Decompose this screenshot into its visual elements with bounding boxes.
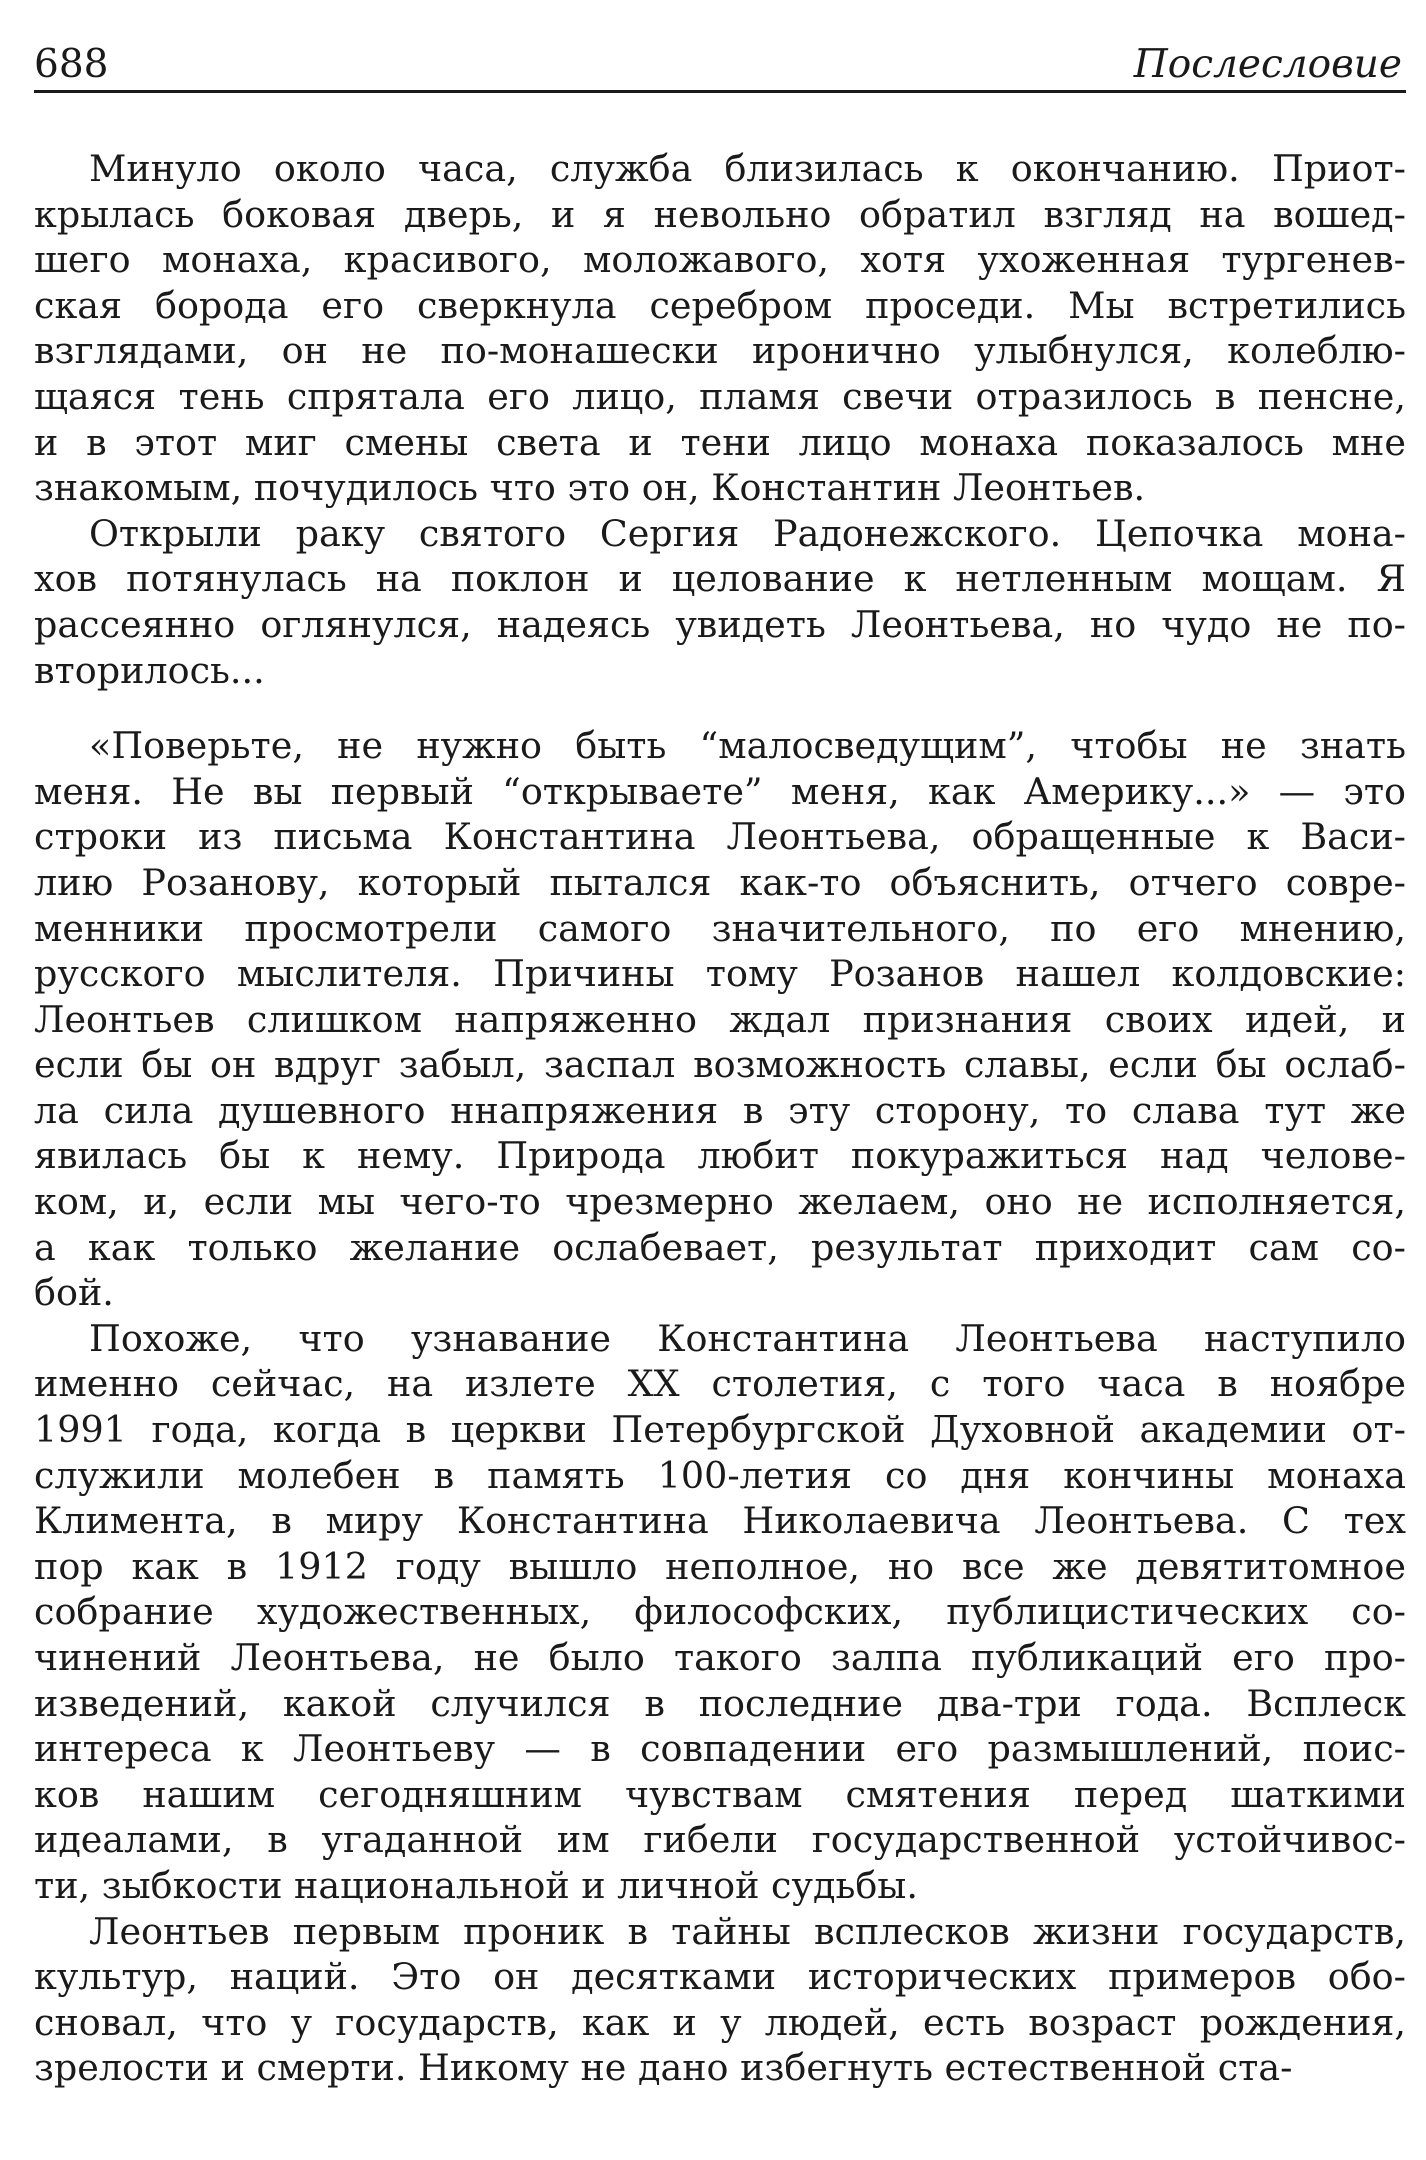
text-line: если бы он вдруг забыл, заспал возможность славы, если бы ослаб- xyxy=(34,1043,1406,1087)
text-line: изведений, какой случился в последние два-три года. Всплеск xyxy=(34,1681,1406,1725)
text-line: именно сейчас, на излете XX столетия, с того часа в ноябре xyxy=(34,1362,1406,1406)
page-header xyxy=(34,40,1406,93)
text-line: Леонтьев слишком напряженно ждал признания своих идей, и xyxy=(34,997,1406,1041)
text-line: лию Розанову, который пытался как-то объяснить, отчего совре- xyxy=(34,860,1406,904)
text-line: строки из письма Константина Леонтьева, обращенные к Васи- xyxy=(34,815,1406,859)
text-line: культур, наций. Это он десятками исторических примеров обо- xyxy=(34,1955,1406,1999)
text-line: бой. xyxy=(34,1271,114,1315)
paragraph xyxy=(34,511,1406,693)
text-line: интереса к Леонтьеву — в совпадении его размышлений, поис- xyxy=(34,1727,1406,1771)
text-line: идеалами, в угаданной им гибели государственной устойчивос- xyxy=(34,1818,1406,1862)
text-line: зрелости и смерти. Никому не дано избегнуть естественной ста- xyxy=(34,2046,1293,2090)
text-line: Леонтьев первым проник в тайны всплесков жизни государств, xyxy=(89,1909,1406,1953)
text-line: ская борода его сверкнула серебром проседи. Мы встретились xyxy=(34,283,1406,327)
text-line: взглядами, он не по-монашески иронично улыбнулся, колеблю- xyxy=(34,329,1406,373)
page-number: 688 xyxy=(34,42,109,87)
text-line: щаяся тень спрятала его лицо, пламя свечи отразилось в пенсне, xyxy=(34,374,1406,418)
text-line: служили молебен в память 100-летия со дня кончины монаха xyxy=(34,1453,1406,1497)
text-line: меня. Не вы первый “открываете” меня, как Америку...» — это xyxy=(34,769,1406,813)
text-line: а как только желание ослабевает, результат приходит сам со- xyxy=(34,1225,1406,1269)
paragraph xyxy=(34,1316,1406,1909)
text-line: Открыли раку святого Сергия Радонежского. Цепочка мона- xyxy=(89,511,1406,555)
text-line: ком, и, если мы чего-то чрезмерно желаем, оно не исполняется, xyxy=(34,1180,1406,1224)
text-line: хов потянулась на поклон и целование к нетленным мощам. Я xyxy=(34,557,1406,601)
body-text xyxy=(34,146,1406,2091)
text-line: русского мыслителя. Причины тому Розанов нашел колдовские: xyxy=(34,952,1406,996)
text-line: 1991 года, когда в церкви Петербургской Духовной академии от- xyxy=(34,1408,1406,1452)
text-line: Похоже, что узнавание Константина Леонтьева наступило xyxy=(89,1316,1406,1360)
paragraph xyxy=(34,146,1406,511)
text-line: менники просмотрели самого значительного, по его мнению, xyxy=(34,906,1406,950)
text-line: и в этот миг смены света и тени лицо монаха показалось мне xyxy=(34,420,1406,464)
text-line: знакомым, почудилось что это он, Константин Леонтьев. xyxy=(34,466,1146,510)
text-line: Климента, в миру Константина Николаевича Леонтьева. С тех xyxy=(34,1499,1406,1543)
text-line: шего монаха, красивого, моложавого, хотя ухоженная тургенев- xyxy=(34,238,1406,282)
running-head: Послесловие xyxy=(1133,42,1402,87)
text-line: ла сила душевного ннапряжения в эту сторону, то слава тут же xyxy=(34,1088,1406,1132)
text-line: ков нашим сегодняшним чувствам смятения перед шаткими xyxy=(34,1772,1406,1816)
text-line: явилась бы к нему. Природа любит покуражиться над челове- xyxy=(34,1134,1406,1178)
text-line: крылась боковая дверь, и я невольно обратил взгляд на вошед- xyxy=(34,192,1406,236)
text-line: чинений Леонтьева, не было такого залпа публикаций его про- xyxy=(34,1636,1406,1679)
text-line: сновал, что у государств, как и у людей, есть возраст рождения, xyxy=(34,2000,1406,2044)
text-line: вторилось... xyxy=(34,648,265,692)
text-line: рассеянно оглянулся, надеясь увидеть Леонтьева, но чудо не по- xyxy=(34,602,1406,646)
text-line: Минуло около часа, служба близилась к окончанию. Приот- xyxy=(89,147,1406,190)
text-line: ти, зыбкости национальной и личной судьбы. xyxy=(34,1863,918,1907)
text-line: собрание художественных, философских, публицистических со- xyxy=(34,1590,1406,1634)
paragraph xyxy=(34,1909,1406,2091)
text-line: пор как в 1912 году вышло неполное, но все же девятитомное xyxy=(34,1544,1406,1588)
section-break xyxy=(34,693,1406,723)
paragraph xyxy=(34,723,1406,1316)
text-line: «Поверьте, не нужно быть “малосведущим”, чтобы не знать xyxy=(89,724,1406,768)
